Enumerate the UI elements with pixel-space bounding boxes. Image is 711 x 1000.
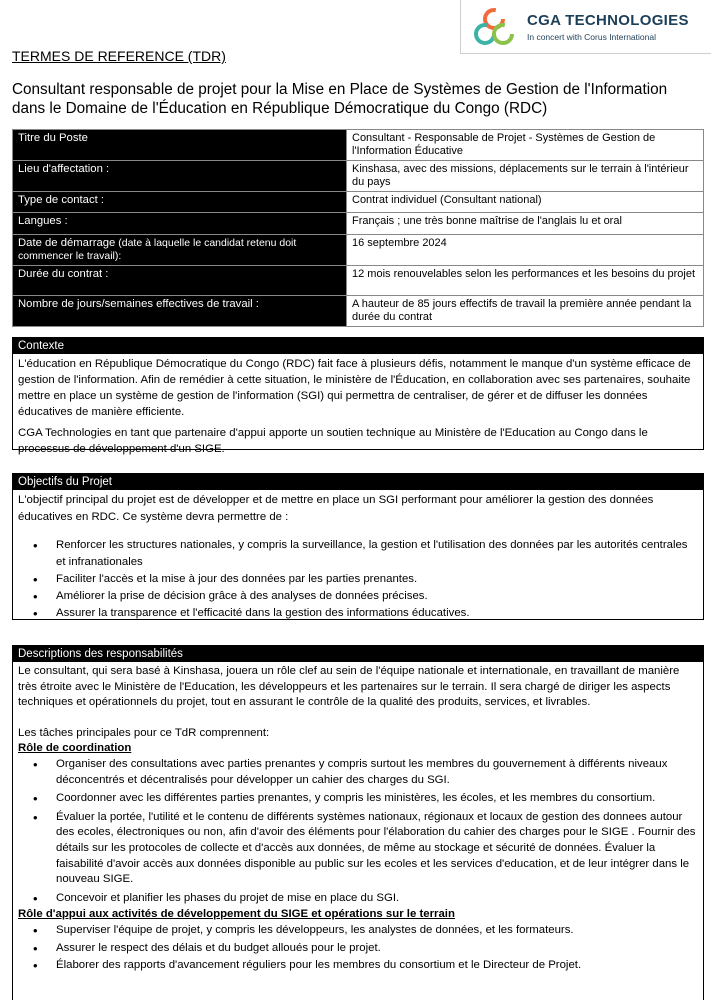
list-item: • Faciliter l'accès et la mise à jour des données par les parties prenantes.: [18, 571, 698, 588]
section-heading: Descriptions des responsabilités: [13, 646, 703, 662]
table-row: [13, 296, 704, 327]
section-responsabilites: [12, 645, 704, 1000]
info-value: Consultant - Responsable de Projet - Systèmes de Gestion de l'Information Éducative: [347, 130, 704, 161]
list-item: • Élaborer des rapports d'avancement réguliers pour les membres du consortium et le Directeur de Projet.: [18, 958, 698, 974]
table-row: [13, 130, 704, 161]
list-item: • Organiser des consultations avec parties prenantes y compris surtout les membres du gouvernement à différents niveaux déconcentrés et décentralisés pour développer un cahier des charges du SGI.: [18, 757, 698, 788]
coordination-list: [18, 757, 698, 906]
support-list: [18, 923, 698, 974]
info-label-sub: (date à laquelle le candidat retenu doit commencer le travail):: [18, 237, 297, 262]
company-logo: [460, 0, 711, 54]
table-row: [13, 266, 704, 296]
list-item: • Assurer la transparence et l'efficacité dans la gestion des informations éducatives.: [18, 605, 698, 622]
list-item: • Améliorer la prise de décision grâce à des analyses de données précises.: [18, 588, 698, 605]
paragraph: CGA Technologies en tant que partenaire d'appui apporte un soutien technique au Ministère de l'Education au Congo dans le processus de développement d'un SIGE.: [18, 427, 648, 455]
paragraph: L'éducation en République Démocratique du Congo (RDC) fait face à plusieurs défis, notamment le manque d'un système efficace de gestion de l'information. Afin de remédier à cette situation, le ministère de l'Éducation, en collaboration avec ses partenaires, souhaite mettre en place un système de gestion de l'information (SGI) qui permettra de centraliser, de gérer et de diffuser les données éducatives de manière efficiente.: [18, 358, 691, 418]
section-heading: Objectifs du Projet: [13, 474, 703, 490]
table-row: [13, 213, 704, 235]
info-value: Kinshasa, avec des missions, déplacements sur le terrain à l'intérieur du pays: [347, 161, 704, 192]
info-value: A hauteur de 85 jours effectifs de travail la première année pendant la durée du contrat: [347, 296, 704, 327]
list-item: • Évaluer la portée, l'utilité et le contenu de différents systèmes nationaux, régionaux et locaux de gestion des donnees autour des ecoles, électroniques ou non, afin d'avoir des éléments pour l'élaboration du cahier des charges pour le SIGE . Fournir des détails sur les protocoles de collecte et d'accès aux données, de même au stockage et sécurité de données. Évaluer la faisabilité d'avoir accès aux données disponible au public sur les ecoles et les services d'education, et de leur intégrer dans le nouveau SIGE.: [18, 810, 698, 888]
page-title: Consultant responsable de projet pour la Mise en Place de Systèmes de Gestion de l'Information dans le Domaine de l'Éducation en République Démocratique du Congo (RDC): [12, 81, 668, 117]
subheading: Rôle d'appui aux activités de développement du SIGE et opérations sur le terrain: [18, 908, 455, 921]
info-label: Lieu d'affectation :: [13, 161, 347, 192]
info-value: 12 mois renouvelables selon les performances et les besoins du projet: [347, 266, 704, 296]
list-item: • Assurer le respect des délais et du budget alloués pour le projet.: [18, 941, 698, 957]
info-value: Contrat individuel (Consultant national): [347, 192, 704, 213]
list-item: • Superviser l'équipe de projet, y compris les développeurs, les analystes de données, et les formateurs.: [18, 923, 698, 939]
info-label: Durée du contrat :: [13, 266, 347, 296]
logo-brand: CGA TECHNOLOGIES: [527, 12, 689, 29]
info-label: Nombre de jours/semaines effectives de travail :: [13, 296, 347, 327]
info-value: Français ; une très bonne maîtrise de l'anglais lu et oral: [347, 213, 704, 235]
info-label: Titre du Poste: [13, 130, 347, 161]
paragraph: L'objectif principal du projet est de développer et de mettre en place un SGI performant pour améliorer la gestion des données éducatives en RDC. Ce système devra permettre de :: [18, 494, 654, 523]
info-value: 16 septembre 2024: [347, 235, 704, 266]
subheading: Rôle de coordination: [18, 742, 132, 755]
section-heading: Contexte: [13, 338, 703, 354]
info-label: [13, 235, 347, 266]
paragraph: Les tâches principales pour ce TdR comprennent:: [18, 726, 270, 739]
objectives-list: [18, 537, 698, 622]
list-item: • Renforcer les structures nationales, y compris la surveillance, la gestion et l'utilisation des données par les autorités centrales et infranationales: [18, 537, 698, 571]
info-label: Langues :: [13, 213, 347, 235]
table-row: [13, 235, 704, 266]
info-label: Type de contact :: [13, 192, 347, 213]
table-row: [13, 161, 704, 192]
info-label-main: Date de démarrage: [18, 237, 116, 249]
list-item: • Concevoir et planifier les phases du projet de mise en place du SGI.: [18, 891, 698, 907]
section-contexte: [12, 337, 704, 455]
paragraph: Le consultant, qui sera basé à Kinshasa, jouera un rôle clef au sein de l'équipe nationale et internationale, en travaillant de manière très étroite avec le Ministère de l'Education, les développeurs et les partenaires sur le terrain. Il sera chargé de diriger les aspects techniques et opérationnels du projet, tout en assurant le contrôle de la qualité des produits, services, et livrables.: [18, 665, 680, 709]
doc-type-heading: TERMES DE REFERENCE (TDR): [12, 48, 226, 64]
job-info-table: [12, 129, 704, 327]
logo-tagline: In concert with Corus International: [527, 32, 656, 42]
section-objectifs: [12, 473, 704, 620]
table-row: [13, 192, 704, 213]
list-item: • Coordonner avec les différentes parties prenantes, y compris les ministères, les écoles, et les membres du consortium.: [18, 791, 698, 807]
cga-logo-icon: [472, 6, 516, 50]
